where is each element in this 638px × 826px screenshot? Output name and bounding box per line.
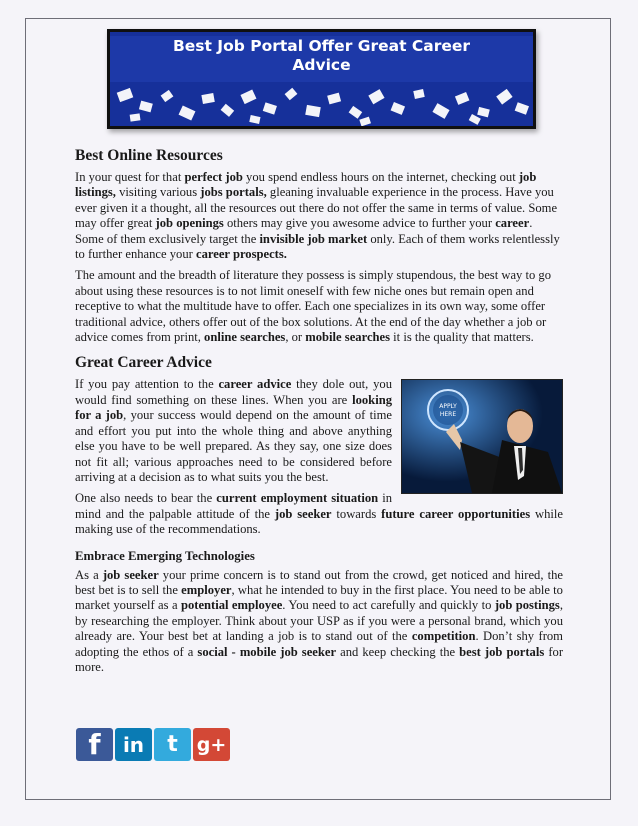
- paragraph: [75, 491, 563, 537]
- bold-keyword: career prospects.: [196, 247, 287, 262]
- text-run: In your quest for that: [75, 170, 185, 184]
- svg-text:HERE: HERE: [439, 411, 457, 419]
- text-run: visiting various: [115, 185, 201, 200]
- twitter-icon[interactable]: t: [154, 728, 191, 761]
- text-run: One also needs to bear the: [75, 491, 217, 506]
- text-run: The amount and the breadth of literature they possess is simply stupendous, the best way to go about using these resources is to not limit oneself with few niche ones but remain open and receptive to what the multitude have to offer. Each one specializes in its own way, some offer traditional advice, others offer out of the box solutions. At the end of the day whether a job or advice comes from print,: [75, 268, 552, 345]
- bold-keyword: career: [495, 216, 530, 231]
- text-run: . You need to act carefully and quickly to: [282, 598, 495, 613]
- heading-great-career-advice: Great Career Advice: [75, 354, 212, 372]
- bold-keyword: online searches: [204, 330, 286, 345]
- text-run: . Some of them exclusively target the: [75, 216, 533, 246]
- banner-title-line2: Advice: [292, 56, 351, 74]
- heading-best-online-resources: Best Online Resources: [75, 147, 223, 164]
- text-run: gleaning invaluable experience in the process. Have you ever given it a thought, all the resources out there do not offer the same in terms of value. Some may offer great: [75, 185, 558, 231]
- text-run: while making use of the recommendations.: [75, 506, 563, 537]
- bold-keyword: career advice: [218, 377, 292, 392]
- text-run: it is the quality that matters.: [390, 330, 534, 345]
- bold-keyword: future career opportunities: [381, 506, 531, 521]
- text-run: As a: [75, 567, 103, 582]
- bold-keyword: current employment situation: [216, 491, 379, 506]
- heading-embrace-emerging-technologies: Embrace Emerging Technologies: [75, 548, 255, 563]
- bold-keyword: perfect job: [184, 170, 243, 184]
- businessman-pressing-button-photo: [401, 379, 563, 494]
- text-run: only. Each of them works relentlessly to further enhance your: [75, 231, 560, 262]
- text-run: they dole out, you would find something on these lines. When you are: [75, 377, 392, 407]
- bold-keyword: competition: [411, 629, 476, 644]
- bold-keyword: invisible job market: [259, 231, 368, 246]
- bold-keyword: mobile searches: [305, 330, 391, 345]
- text-run: , or: [285, 330, 306, 345]
- paragraph: [75, 170, 563, 262]
- text-run: If you pay attention to the: [75, 377, 219, 392]
- bold-keyword: job listings,: [75, 170, 537, 200]
- linkedin-icon[interactable]: in: [115, 728, 152, 761]
- text-run: , what he intended to buy in the first place. You need to be able to market yourself as a: [75, 582, 563, 613]
- text-run: , your success would depend on the amount of time and effort you put into the whole thing and above anything else you have to be well prepared. As they say, one size does not fit all; various approaches need to be considered before arriving at a decision as to what suits you the best.: [75, 408, 392, 484]
- bold-keyword: job seeker: [274, 506, 332, 521]
- bold-keyword: best job portals: [459, 644, 545, 659]
- bold-keyword: social - mobile job seeker: [197, 644, 337, 659]
- bold-keyword: looking for a job: [75, 392, 392, 423]
- bold-keyword: job openings: [155, 216, 224, 231]
- text-run: you spend endless hours on the internet, checking out: [242, 170, 519, 184]
- text-run: in mind and the palpable attitude of the: [75, 491, 392, 521]
- paragraph: [75, 568, 563, 676]
- paragraph: [75, 377, 563, 485]
- bold-keyword: jobs portals,: [200, 185, 267, 200]
- facebook-icon[interactable]: f: [76, 728, 113, 761]
- text-run: for more.: [75, 644, 564, 674]
- banner-image: [107, 29, 536, 129]
- google-plus-icon[interactable]: g+: [193, 728, 230, 761]
- bold-keyword: employer: [181, 582, 232, 597]
- bold-keyword: potential employee: [180, 598, 283, 613]
- article-body: [75, 146, 563, 681]
- text-run: and keep checking the: [336, 644, 460, 659]
- bold-keyword: job seeker: [102, 567, 159, 582]
- banner-title-line1: Best Job Portal Offer Great Career: [172, 37, 471, 55]
- paragraph: [75, 268, 563, 345]
- bold-keyword: job postings: [494, 598, 560, 613]
- banner-title: [110, 37, 533, 75]
- text-run: your prime concern is to stand out from the crowd, get noticed and hired, the best bet is to sell the: [75, 567, 563, 597]
- text-run: others may give you awesome advice to further your: [223, 216, 496, 231]
- svg-text:APPLY: APPLY: [439, 403, 457, 411]
- text-run: towards: [331, 506, 382, 521]
- text-run: , by researching the employer. Think about your USP as if you were a personal brand, which you already are. Your best bet at landing a job is to stand out of the: [75, 598, 563, 644]
- text-run: . Don’t shy from adopting the ethos of a: [75, 629, 563, 659]
- social-share-bar: [76, 728, 230, 762]
